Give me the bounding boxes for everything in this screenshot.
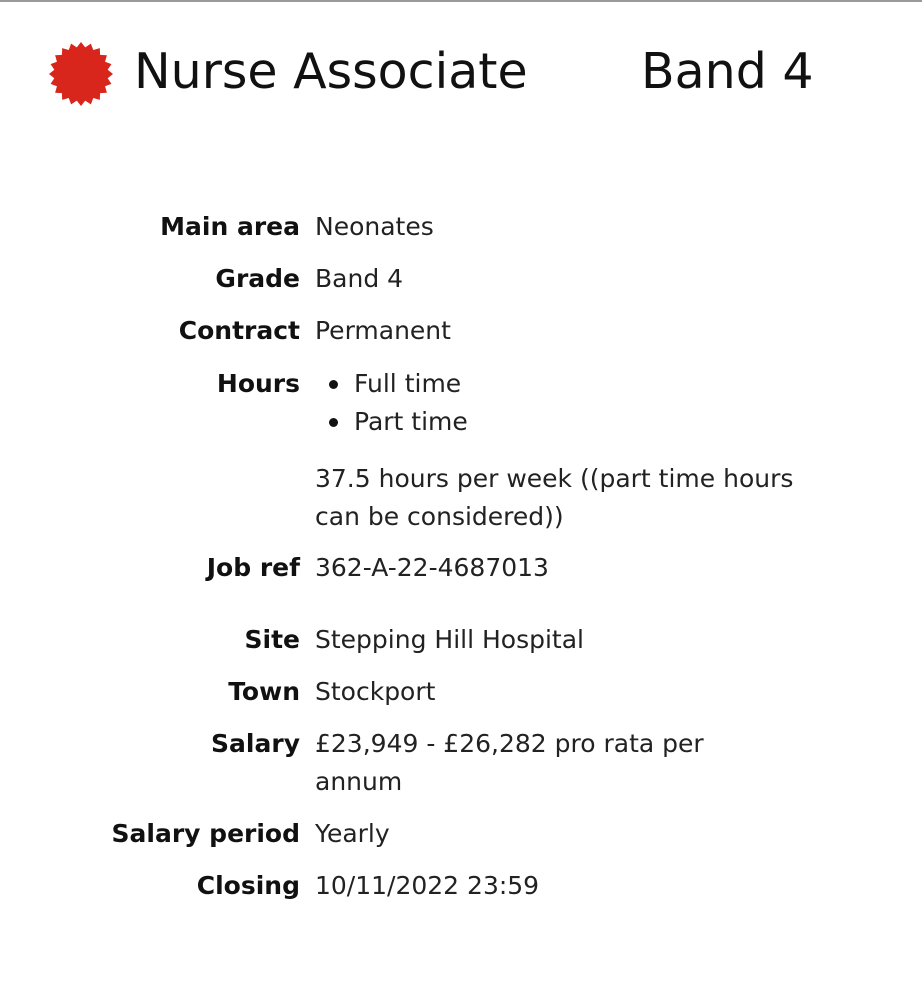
site-value: Stepping Hill Hospital <box>315 625 584 654</box>
salary-label: Salary <box>211 729 300 758</box>
closing-value: 10/11/2022 23:59 <box>315 871 540 900</box>
job-ref-label: Job ref <box>206 553 300 582</box>
list-item: Full time <box>315 365 835 403</box>
job-band: Band 4 <box>641 43 814 100</box>
grade-label: Grade <box>215 264 300 293</box>
site-label: Site <box>244 625 300 654</box>
job-title: Nurse Associate <box>134 43 528 100</box>
closing-label: Closing <box>196 871 300 900</box>
salary-value: £23,949 - £26,282 pro rata per annum <box>315 729 704 796</box>
hours-value <box>315 365 835 536</box>
town-label: Town <box>228 677 300 706</box>
grade-value: Band 4 <box>315 264 404 293</box>
red-starburst-icon <box>48 41 114 107</box>
salary-period-value: Yearly <box>315 819 390 848</box>
contract-label: Contract <box>178 316 300 345</box>
hours-note: 37.5 hours per week ((part time hours can be considered)) <box>315 464 794 531</box>
main-area-value: Neonates <box>315 212 434 241</box>
hours-label: Hours <box>216 369 300 398</box>
salary-period-label: Salary period <box>111 819 300 848</box>
job-header <box>48 42 114 106</box>
town-value: Stockport <box>315 677 436 706</box>
main-area-label: Main area <box>160 212 300 241</box>
contract-value: Permanent <box>315 316 451 345</box>
job-ref-value: 362-A-22-4687013 <box>315 553 549 582</box>
hours-list <box>315 365 835 441</box>
list-item: Part time <box>315 403 835 441</box>
